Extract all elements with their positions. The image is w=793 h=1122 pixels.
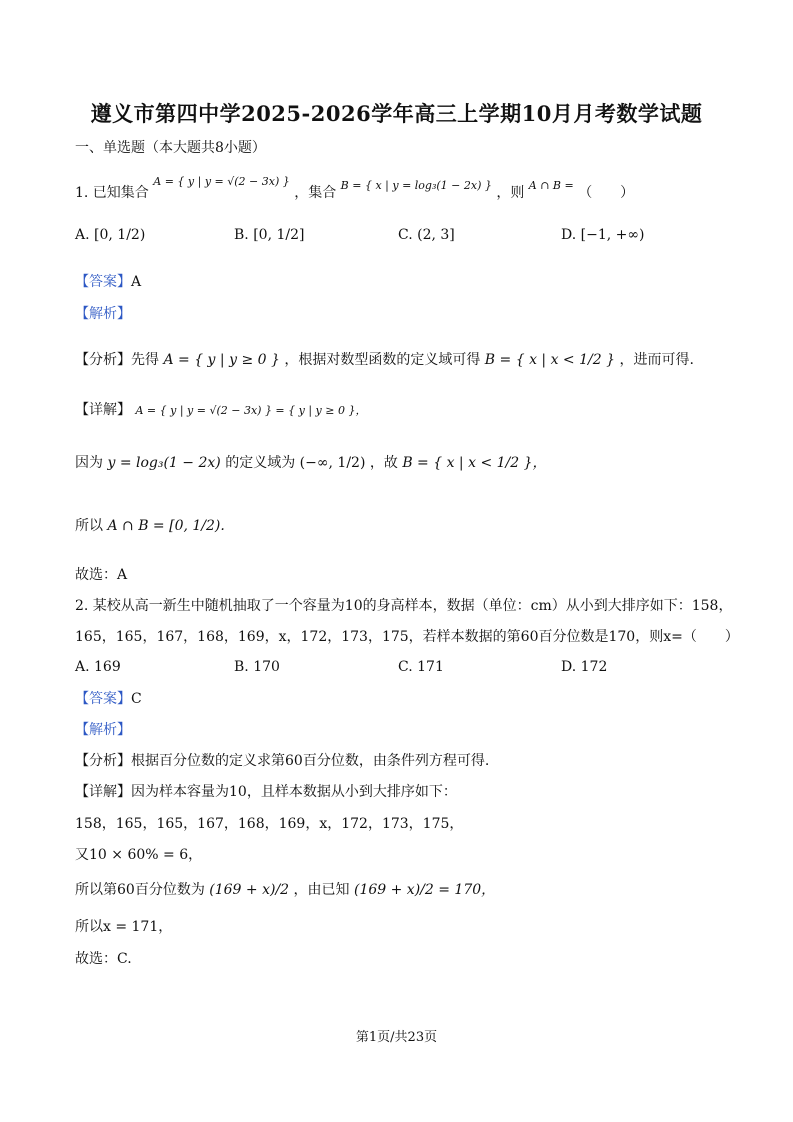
q1-detail-2 [75,453,547,473]
option-label: C. [398,227,413,243]
detail-text: 因为样本容量为10，且样本数据从小到大排序如下： [131,784,457,800]
detail-fraction: (169 + x)/2 [209,882,290,898]
q1-answer [75,272,141,292]
analysis-text: 先得 [131,352,159,368]
option-value: [0, 1/2] [253,227,305,243]
q1-set-a: A = { y | y = √(2 − 3x) } [153,175,290,188]
detail-expr: A = { y | y = √(2 − 3x) } = { y | y ≥ 0 }， [135,404,367,417]
answer-tag: 【答案】 [75,691,131,707]
detail-tag: 【详解】 [75,402,131,418]
detail-function: y = log₃(1 − 2x) [107,455,221,471]
analysis-set-a: A = { y | y ≥ 0 } [163,352,280,368]
q2-detail-1 [75,782,457,802]
q2-stem-line-1: 2. 某校从高一新生中随机抽取了一个容量为10的身高样本，数据（单位：cm）从小到大排序如下：158， [75,598,733,614]
q1-analysis [75,350,694,370]
q1-option-b [234,225,304,245]
option-value: 170 [253,659,280,675]
detail-tag: 【详解】 [75,784,131,800]
page-footer: 第1页/共23页 [355,1030,438,1045]
option-value: 171 [417,659,444,675]
detail-text: 所以第60百分位数为 [75,882,205,898]
q2-analysis [75,751,489,771]
q1-jiexi-tag: 【解析】 [75,306,131,322]
detail-text: 因为 [75,455,103,471]
q2-option-a [75,657,121,677]
q2-answer [75,689,142,709]
option-value: [0, 1/2) [94,227,146,243]
detail-intersection: A ∩ B = [0, 1/2). [107,518,225,534]
analysis-set-b: B = { x | x < 1/2 } [484,352,616,368]
q1-mid-text: ，集合 [294,185,337,201]
option-label: A. [75,659,90,675]
q2-jiexi-tag: 【解析】 [75,722,131,738]
option-label: D. [561,659,577,675]
detail-equation: (169 + x)/2 = 170， [353,882,496,898]
option-label: B. [234,659,249,675]
option-label: D. [561,227,577,243]
q1-choose: 故选：A [75,567,128,583]
q1-option-a [75,225,145,245]
detail-text: 的定义域为 [225,455,296,471]
q2-option-c [398,657,444,677]
analysis-tag: 【分析】 [75,352,131,368]
detail-text: 所以 [75,518,103,534]
q1-detail-3 [75,516,225,536]
q1-detail-1 [75,400,366,421]
q2-option-b [234,657,280,677]
analysis-text: 根据百分位数的定义求第60百分位数，由条件列方程可得. [131,753,490,769]
option-value: 169 [94,659,121,675]
answer-value: C [131,691,142,707]
option-label: B. [234,227,249,243]
option-value: 172 [580,659,608,675]
option-value: [−1, +∞) [580,227,645,243]
analysis-text: ，进而可得. [619,352,694,368]
detail-text: ，由已知 [293,882,350,898]
q2-choose: 故选：C. [75,951,132,967]
section-heading: 一、单选题（本大题共8小题） [75,140,266,156]
answer-value: A [131,274,142,290]
analysis-text: ，根据对数型函数的定义域可得 [284,352,481,368]
q1-stem [75,175,635,204]
q2-option-d [561,657,607,677]
analysis-tag: 【分析】 [75,753,131,769]
detail-text: ，故 [369,455,398,471]
q1-option-c [398,225,455,245]
option-value: (2, 3] [417,227,455,243]
q2-detail-4 [75,880,495,900]
detail-set-b: B = { x | x < 1/2 }， [402,455,547,471]
q1-option-d [561,225,645,245]
exam-title: 遵义市第四中学2025-2026学年高三上学期10月月考数学试题 [90,101,703,126]
q1-stem-prefix: 1. 已知集合 [75,185,149,201]
option-label: C. [398,659,413,675]
detail-domain: (−∞, 1/2) [299,455,366,471]
q2-detail-2: 158，165，165，167，168，169，x，172，173，175， [75,816,464,832]
q2-detail-5: 所以x = 171， [75,919,173,935]
q1-paren: （ ） [578,185,635,201]
q1-question-expr: A ∩ B = [528,179,574,192]
option-label: A. [75,227,90,243]
answer-tag: 【答案】 [75,274,131,290]
q2-stem-line-2: 165，165，167，168，169，x，172，173，175，若样本数据的第60百分位数是170，则x=（ ） [75,629,739,645]
q1-set-b: B = { x | y = log₃(1 − 2x) } [340,179,492,192]
q2-detail-3: 又10 × 60% = 6， [75,847,203,863]
q1-tail-text: ，则 [496,185,525,201]
